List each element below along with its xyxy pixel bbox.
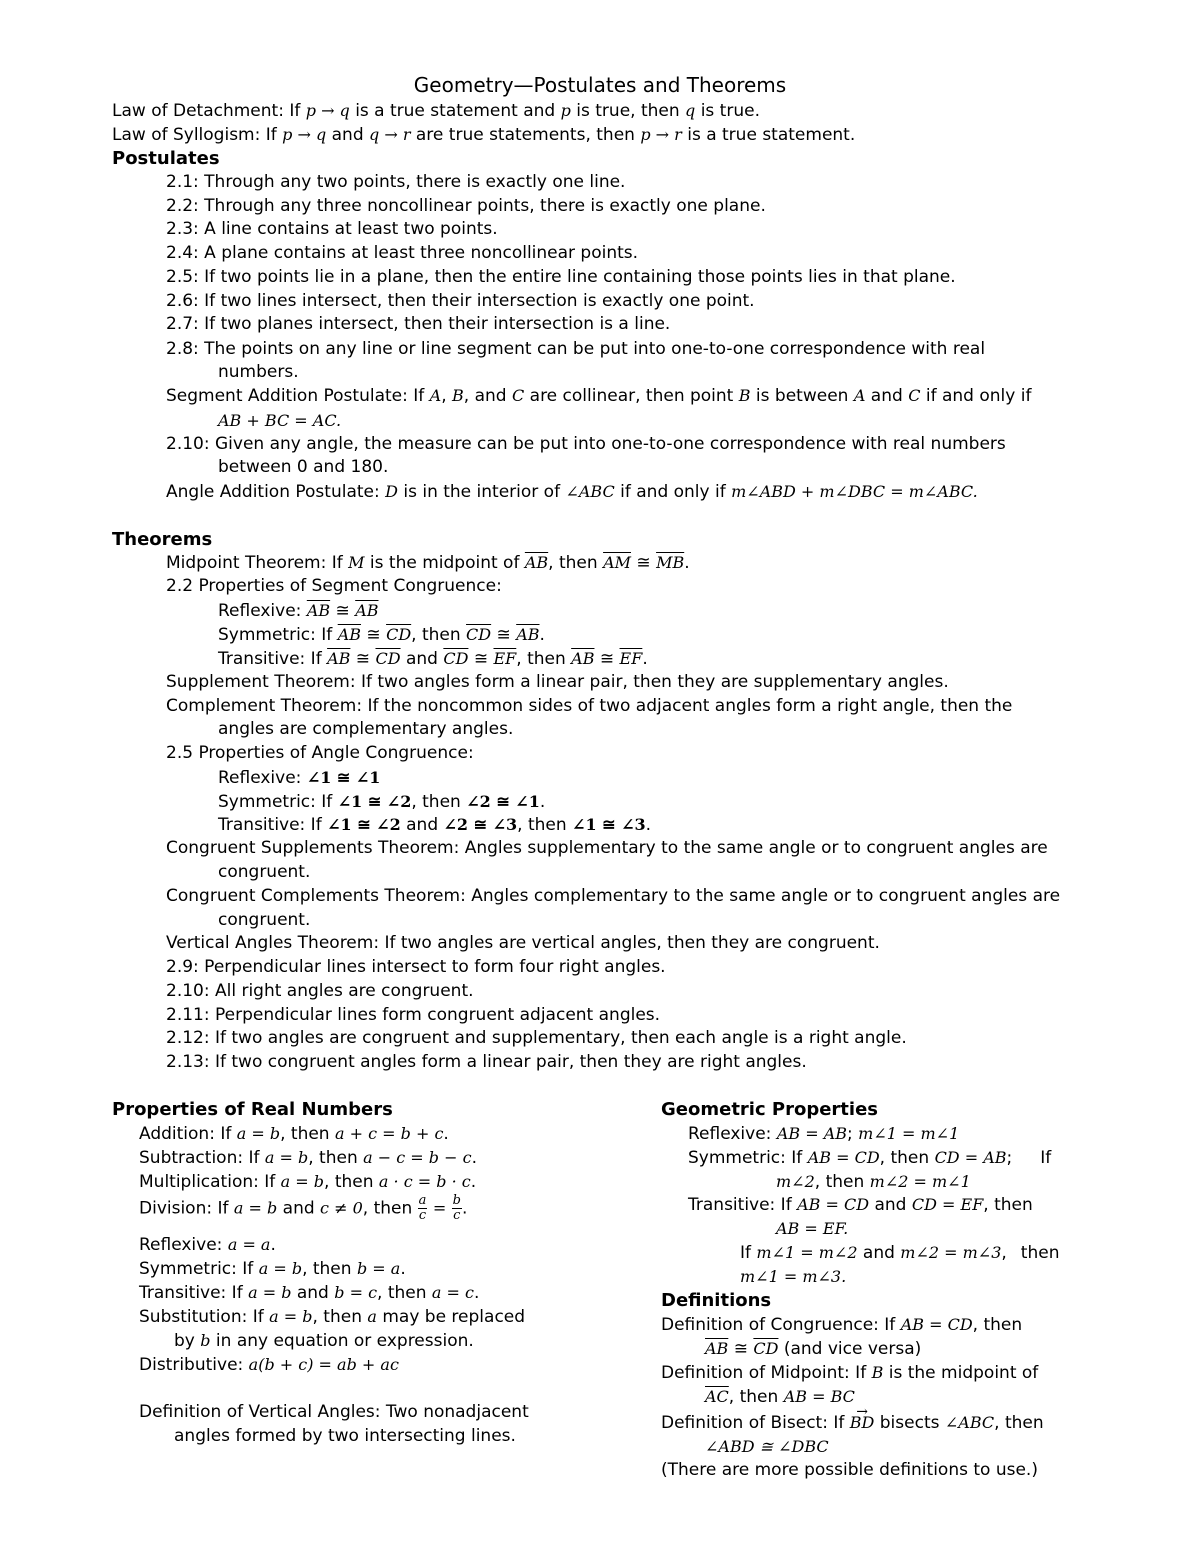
reflexive-property: Reflexive: a = a. bbox=[139, 1235, 276, 1255]
vertical-angles-theorem: Vertical Angles Theorem: If two angles are vertical angles, then they are congruent. bbox=[166, 933, 880, 953]
postulate-2-5: 2.5: If two points lie in a plane, then the entire line containing those points lies in that plane. bbox=[166, 267, 956, 287]
postulate-2-7: 2.7: If two planes intersect, then their intersection is a line. bbox=[166, 314, 671, 334]
law-of-detachment: Law of Detachment: If p → q is a true statement and p is true, then q is true. bbox=[112, 101, 760, 121]
postulate-2-10: 2.10: Given any angle, the measure can be put into one-to-one correspondence with real numbers bbox=[166, 434, 1006, 454]
postulate-2-4: 2.4: A plane contains at least three noncollinear points. bbox=[166, 243, 639, 263]
ray-bd: → BD bbox=[850, 1413, 875, 1432]
definition-of-bisect-cont: ∠ABD ≅ ∠DBC bbox=[705, 1437, 829, 1456]
theorem-2-11: 2.11: Perpendicular lines form congruent adjacent angles. bbox=[166, 1005, 661, 1025]
symmetric-property: Symmetric: If a = b, then b = a. bbox=[139, 1259, 406, 1279]
congruent-complements-cont: congruent. bbox=[218, 910, 311, 930]
postulate-2-6: 2.6: If two lines intersect, then their intersection is exactly one point. bbox=[166, 291, 755, 311]
postulate-2-1: 2.1: Through any two points, there is exactly one line. bbox=[166, 172, 626, 192]
segment-congruence-heading: 2.2 Properties of Segment Congruence: bbox=[166, 576, 502, 596]
definitions-heading: Definitions bbox=[661, 1290, 772, 1311]
geometric-symmetric-cont: m∠2, then m∠2 = m∠1 bbox=[776, 1172, 971, 1192]
definition-of-congruence-cont: $\overline{AB}$ ≅ $\overline{CD}$ (and vice versa) bbox=[705, 1339, 922, 1359]
segment-addition-postulate: Segment Addition Postulate: If A, B, and C are collinear, then point B is between A and C if and only if bbox=[166, 386, 1032, 406]
postulates-heading: Postulates bbox=[112, 148, 220, 169]
theorem-2-10: 2.10: All right angles are congruent. bbox=[166, 981, 474, 1001]
distributive-property: Distributive: a(b + c) = ab + ac bbox=[139, 1355, 399, 1375]
midpoint-theorem: Midpoint Theorem: If M is the midpoint of $\overline{AB}$, then $\overline{AM}$ ≅ $\overline{MB}$. bbox=[166, 553, 690, 573]
theorem-2-13: 2.13: If two congruent angles form a linear pair, then they are right angles. bbox=[166, 1052, 807, 1072]
vertical-angles-definition-cont: angles formed by two intersecting lines. bbox=[174, 1426, 516, 1446]
definition-of-bisect: Definition of Bisect: If → BD bisects ∠ABC, then bbox=[661, 1411, 1044, 1436]
supplement-theorem: Supplement Theorem: If two angles form a linear pair, then they are supplementary angles. bbox=[166, 672, 949, 692]
angle-addition-postulate: Angle Addition Postulate: D is in the interior of ∠ABC if and only if m∠ABD + m∠DBC = m∠ABC. bbox=[166, 482, 978, 502]
congruent-supplements-cont: congruent. bbox=[218, 862, 311, 882]
congruent-complements-theorem: Congruent Complements Theorem: Angles complementary to the same angle or to congruent angles are bbox=[166, 886, 1061, 906]
theorem-2-12: 2.12: If two angles are congruent and supplementary, then each angle is a right angle. bbox=[166, 1028, 907, 1048]
angle-congruence-heading: 2.5 Properties of Angle Congruence: bbox=[166, 743, 474, 763]
transitive-property: Transitive: If a = b and b = c, then a = c. bbox=[139, 1283, 480, 1303]
fraction-b-over-c: $\frac{b}{c}$ bbox=[452, 1193, 461, 1223]
fraction-a-over-c: $\frac{a}{c}$ bbox=[418, 1193, 427, 1223]
angle-reflexive: Reflexive: ∠1 ≅ ∠1 bbox=[218, 768, 381, 788]
segment-symmetric: Symmetric: If $\overline{AB}$ ≅ $\overline{CD}$, then $\overline{CD}$ ≅ $\overline{AB}$. bbox=[218, 625, 545, 645]
postulate-2-3: 2.3: A line contains at least two points. bbox=[166, 219, 498, 239]
segment-addition-equation: AB + BC = AC. bbox=[218, 411, 342, 430]
geometric-reflexive: Reflexive: AB = AB; m∠1 = m∠1 bbox=[688, 1124, 960, 1144]
complement-theorem: Complement Theorem: If the noncommon sides of two adjacent angles form a right angle, then the bbox=[166, 696, 1013, 716]
segment-reflexive: Reflexive: $\overline{AB}$ ≅ $\overline{AB}$ bbox=[218, 601, 379, 621]
definition-of-congruence: Definition of Congruence: If AB = CD, then bbox=[661, 1315, 1023, 1335]
page-title: Geometry—Postulates and Theorems bbox=[413, 73, 787, 97]
congruent-supplements-theorem: Congruent Supplements Theorem: Angles supplementary to the same angle or to congruent angles are bbox=[166, 838, 1048, 858]
real-numbers-heading: Properties of Real Numbers bbox=[112, 1099, 393, 1120]
geometric-transitive-angles-result: m∠1 = m∠3. bbox=[740, 1267, 847, 1286]
definition-of-midpoint: Definition of Midpoint: If B is the midpoint of bbox=[661, 1363, 1039, 1383]
substitution-property-cont: by b in any equation or expression. bbox=[174, 1331, 474, 1351]
addition-property: Addition: If a = b, then a + c = b + c. bbox=[139, 1124, 449, 1144]
vertical-angles-definition: Definition of Vertical Angles: Two nonadjacent bbox=[139, 1402, 529, 1422]
division-property: Division: If a = b and c ≠ 0, then $\frac{a}{c}$ = $\frac{b}{c}$ . bbox=[139, 1193, 468, 1223]
substitution-property: Substitution: If a = b, then a may be replaced bbox=[139, 1307, 526, 1327]
angle-symmetric: Symmetric: If ∠1 ≅ ∠2, then ∠2 ≅ ∠1. bbox=[218, 792, 546, 812]
complement-theorem-cont: angles are complementary angles. bbox=[218, 719, 514, 739]
postulate-2-10-cont: between 0 and 180. bbox=[218, 457, 389, 477]
geometric-transitive-result: AB = EF. bbox=[776, 1219, 849, 1238]
angle-transitive: Transitive: If ∠1 ≅ ∠2 and ∠2 ≅ ∠3, then ∠1 ≅ ∠3. bbox=[218, 815, 652, 835]
segment-transitive: Transitive: If $\overline{AB}$ ≅ $\overline{CD}$ and $\overline{CD}$ ≅ $\overline{EF}$, then $\overline{AB}$ ≅ $\overline{EF}$. bbox=[218, 649, 648, 669]
geometric-properties-heading: Geometric Properties bbox=[661, 1099, 879, 1120]
theorems-heading: Theorems bbox=[112, 529, 213, 550]
postulate-2-2: 2.2: Through any three noncollinear points, there is exactly one plane. bbox=[166, 196, 766, 216]
multiplication-property: Multiplication: If a = b, then a · c = b · c. bbox=[139, 1172, 477, 1192]
definitions-note: (There are more possible definitions to use.) bbox=[661, 1460, 1038, 1480]
geometric-transitive: Transitive: If AB = CD and CD = EF, then bbox=[688, 1195, 1033, 1215]
geometric-transitive-angles: If m∠1 = m∠2 and m∠2 = m∠3, then bbox=[740, 1243, 1060, 1263]
postulate-2-8-cont: numbers. bbox=[218, 362, 299, 382]
postulate-2-8: 2.8: The points on any line or line segment can be put into one-to-one correspondence with real bbox=[166, 339, 986, 359]
subtraction-property: Subtraction: If a = b, then a − c = b − c. bbox=[139, 1148, 477, 1168]
theorem-2-9: 2.9: Perpendicular lines intersect to form four right angles. bbox=[166, 957, 666, 977]
definition-of-midpoint-cont: $\overline{AC}$, then AB = BC bbox=[705, 1387, 855, 1407]
law-of-syllogism: Law of Syllogism: If p → q and q → r are true statements, then p → r is a true statement. bbox=[112, 125, 856, 145]
geometric-symmetric: Symmetric: If AB = CD, then CD = AB; If bbox=[688, 1148, 1052, 1168]
